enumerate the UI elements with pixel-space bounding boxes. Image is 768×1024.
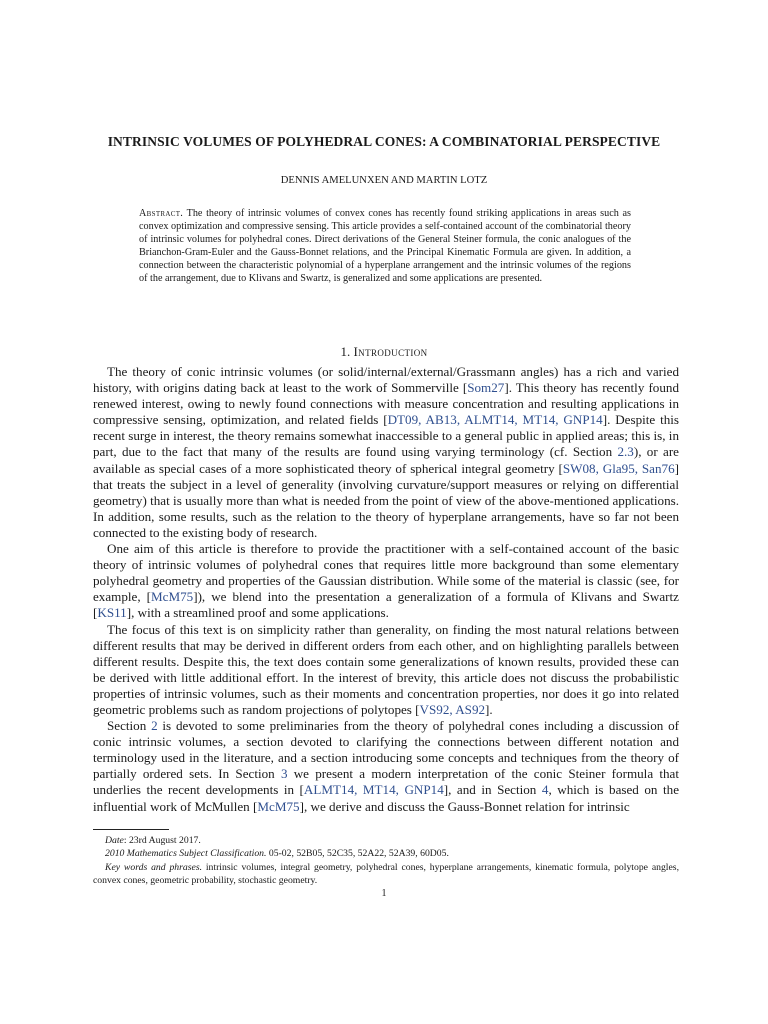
paragraph-text: ]. This theory has recently found renewed interest, owing to newly found connections with measure concentration and resulting applications in compressive sensing, optimization, and related fields [ <box>93 380 679 428</box>
footnote-msc <box>93 847 679 860</box>
paper-authors: DENNIS AMELUNXEN AND MARTIN LOTZ <box>280 175 488 186</box>
paragraph-text: is devoted to some preliminaries from the theory of polyhedral cones including a discussion of conic intrinsic volumes, a section devoted to clarifying the connections between different notation and terminology used in the literature, and a section introducing some concepts and techniques from the theory of partially ordered sets. In Section <box>93 718 679 782</box>
paragraph <box>93 541 679 621</box>
paragraph <box>93 718 679 815</box>
paragraph-text: ]. Despite this recent surge in interest, the theory remains somewhat inaccessible to a general public in applied areas; this is, in part, due to the fact that many of the results are found using varying terminology (cf. Section <box>93 412 679 460</box>
paragraph-text: , which is based on the influential work of McMullen [ <box>93 782 680 814</box>
paragraph-text: ], with a streamlined proof and some applications. <box>126 605 389 621</box>
paragraph-text: we present a modern interpretation of the conic Steiner formula that underlies the recent developments in [ <box>93 766 680 798</box>
paragraph-text: ] that treats the subject in a level of generality (involving curvature/support measures or relying on differential geometry) that is usually more than what is needed from the point of view of the above-mentioned applications. In addition, some results, such as the relation to the theory of hyperplane arrangements, have so far not been connected to the existing body of research. <box>93 460 679 540</box>
paragraph-text: The theory of conic intrinsic volumes (or solid/internal/external/Grassmann angles) has a rich and varied history, with origins dating back at least to the work of Sommerville [ <box>93 364 679 396</box>
section-title: Introduction <box>353 344 428 359</box>
footnote-label: 2010 Mathematics Subject Classification. <box>105 848 267 860</box>
page-number: 1 <box>381 888 387 899</box>
paragraph <box>93 364 679 541</box>
paragraph-text: ]), we blend into the presentation a generalization of a formula of Klivans and Swartz [ <box>93 589 679 621</box>
citation-link[interactable]: SW08, Gla95, San76 <box>562 460 675 476</box>
citation-link[interactable]: ALMT14, MT14, GNP14 <box>303 782 444 798</box>
footnote-rule <box>93 829 169 830</box>
footnote-value: 05-02, 52B05, 52C35, 52A22, 52A39, 60D05. <box>268 848 449 860</box>
abstract-label: Abstract. <box>139 208 184 219</box>
paragraph-text: One aim of this article is therefore to provide the practitioner with a self-contained account of the basic theory of intrinsic volumes of polyhedral cones that requires little more background than some elementary polyhedral geometry and properties of the Gaussian distribution. While some of the material is classic (see, for example, [ <box>93 541 679 605</box>
section-number: 1. <box>340 344 351 359</box>
paragraph <box>93 622 679 719</box>
footnote-keywords <box>93 861 679 888</box>
citation-link[interactable]: McM75 <box>257 798 300 814</box>
section-heading <box>60 344 708 360</box>
section-link[interactable]: 2 <box>151 718 158 734</box>
abstract <box>139 207 631 285</box>
citation-link[interactable]: McM75 <box>151 589 194 605</box>
paragraph-text: ], we derive and discuss the Gauss-Bonnet relation for intrinsic <box>299 798 630 814</box>
section-link[interactable]: 2.3 <box>617 444 634 460</box>
footnote-date <box>93 834 679 847</box>
citation-link[interactable]: DT09, AB13, ALMT14, MT14, GNP14 <box>387 412 603 428</box>
paragraph-text: The focus of this text is on simplicity rather than generality, on finding the most natural relations between different results that may be derived in different orders from each other, and on highlighting parallels between different results. Despite this, the text does contain some generalizations of known results, provided these can be derived with little additional effort. In the interest of brevity, this article does not discuss the probabilistic properties of intrinsic volumes, such as their moments and concentration properties, nor does it go into related geometric problems such as random projections of polytopes [ <box>93 621 679 717</box>
footnote-value: intrinsic volumes, integral geometry, polyhedral cones, hyperplane arrangements, kinematic formula, polytope angles, convex cones, geometric probability, stochastic geometry. <box>93 861 679 887</box>
footnote-value: : 23rd August 2017. <box>123 835 201 846</box>
paper-title: INTRINSIC VOLUMES OF POLYHEDRAL CONES: A COMBINATORIAL PERSPECTIVE <box>107 134 661 149</box>
citation-link[interactable]: VS92, AS92 <box>419 701 486 717</box>
footnotes <box>93 834 679 888</box>
footnote-label: Date <box>105 835 124 846</box>
footnote-label: Key words and phrases. <box>105 861 203 873</box>
paragraph-text: ), or are available as special cases of a more sophisticated theory of spherical integral geometry [ <box>93 444 679 476</box>
section-link[interactable]: 4 <box>541 782 549 798</box>
abstract-text: The theory of intrinsic volumes of convex cones has recently found striking applications in areas such as convex optimization and compressive sensing. This article provides a self-contained account of the combinatorial theory of intrinsic volumes for polyhedral cones. Direct derivations of the General Steiner formula, the conic analogues of the Brianchon-Gram-Euler and the Gauss-Bonnet relations, and the Principal Kinematic Formula are given. In addition, a connection between the characteristic polynomial of a hyperplane arrangement and the intrinsic volumes of the regions of the arrangement, due to Klivans and Swartz, is generalized and some applications are presented. <box>139 208 631 284</box>
section-link[interactable]: 3 <box>280 766 288 782</box>
paragraph-text: Section <box>107 718 152 734</box>
paragraph-text: ]. <box>485 701 493 717</box>
citation-link[interactable]: Som27 <box>467 380 505 396</box>
paragraph-text: ], and in Section <box>443 782 542 798</box>
body-text <box>93 364 679 815</box>
citation-link[interactable]: KS11 <box>97 605 127 621</box>
